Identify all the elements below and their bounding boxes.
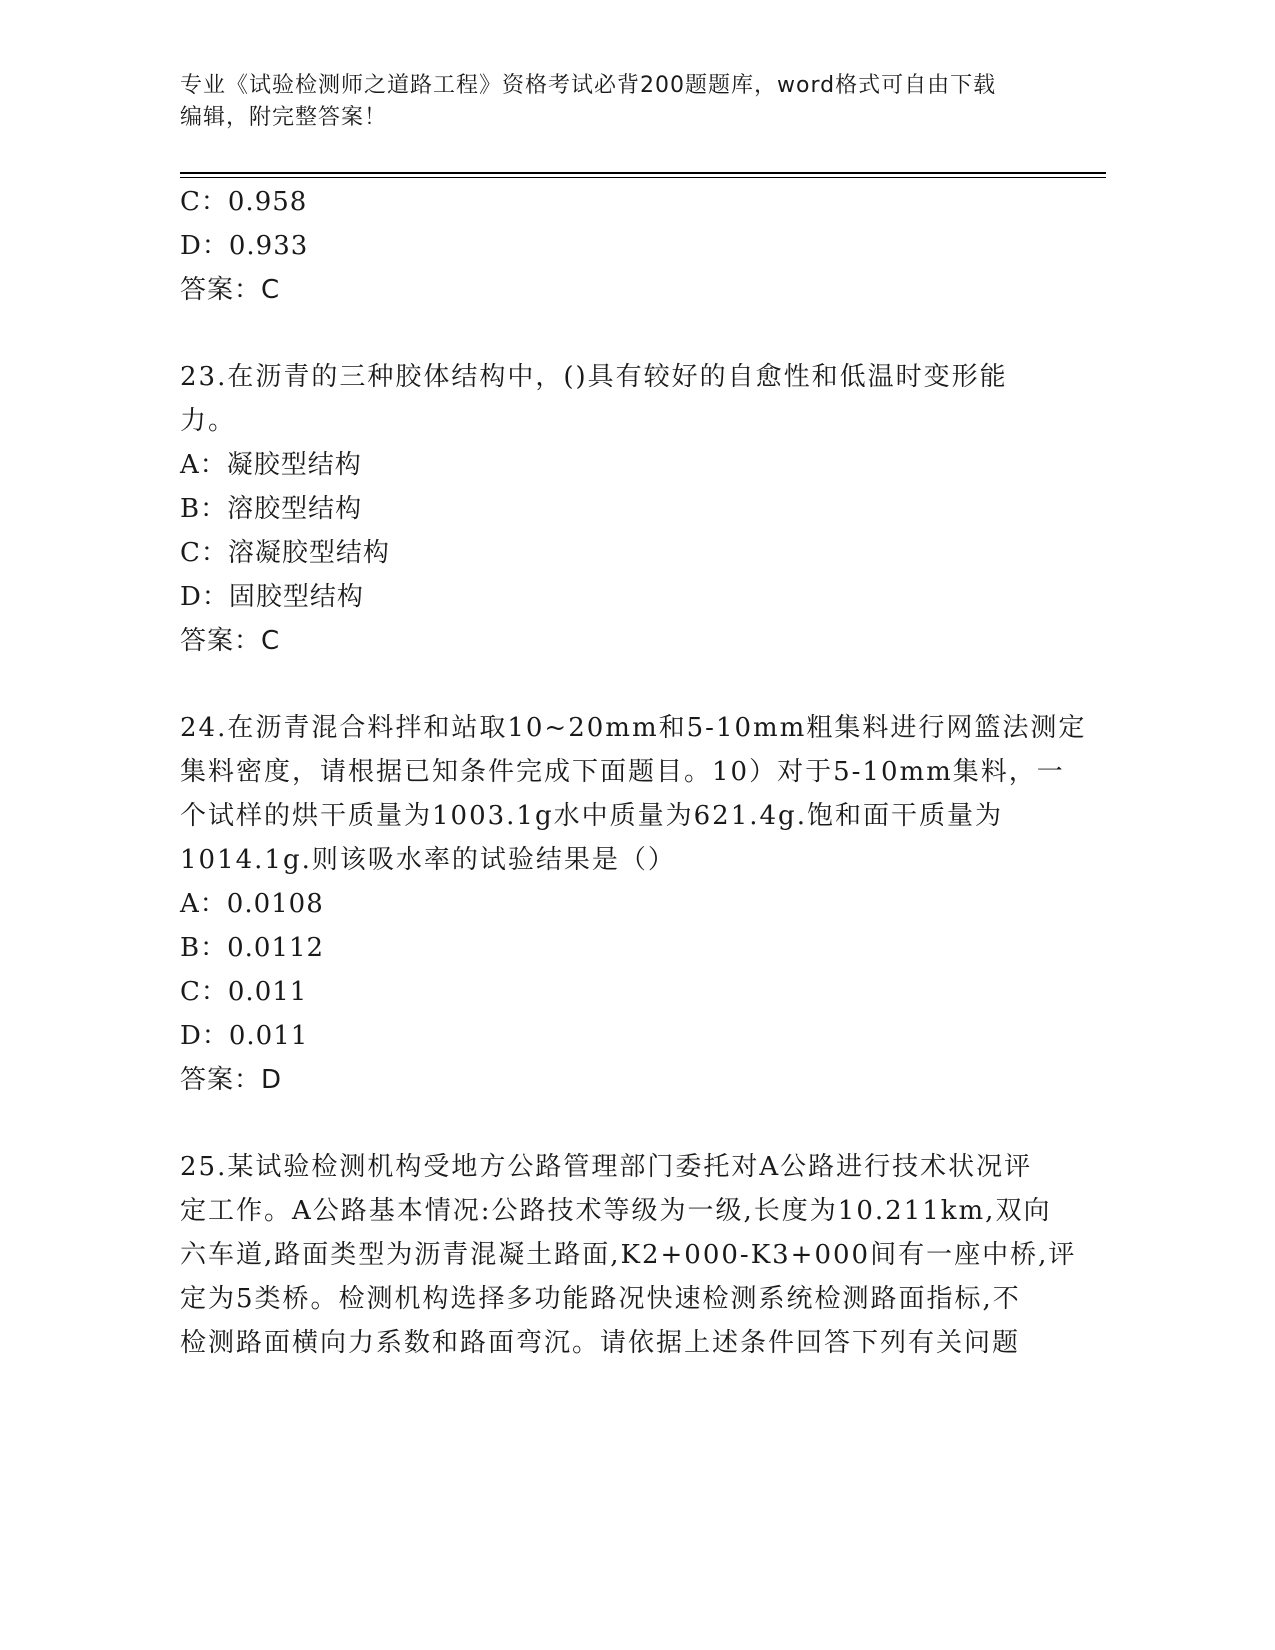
- header-rule-thin: [180, 177, 1106, 178]
- answer-line: 答案：D: [180, 1065, 283, 1095]
- question-24: [180, 706, 1087, 1102]
- question-25: [180, 1145, 1077, 1365]
- question-text-line: 1014.1g.则该吸水率的试验结果是（）: [180, 845, 676, 875]
- document-header: [180, 70, 1040, 134]
- option-b: B：0.0112: [180, 933, 325, 963]
- answer-line: 答案：C: [180, 626, 281, 656]
- option-d: D：固胶型结构: [180, 582, 364, 612]
- option-d: D：0.933: [180, 231, 309, 261]
- question-text-line: 集料密度，请根据已知条件完成下面题目。10）对于5-10mm集料，一: [180, 757, 1065, 787]
- question-text-line: 23.在沥青的三种胶体结构中，()具有较好的自愈性和低温时变形能: [180, 362, 1008, 392]
- option-c: C：0.011: [180, 977, 308, 1007]
- question-text-line: 25.某试验检测机构受地方公路管理部门委托对A公路进行技术状况评: [180, 1152, 1033, 1182]
- prev-question: [180, 180, 1040, 312]
- document-body: [180, 180, 1087, 1365]
- question-text-line: 检测路面横向力系数和路面弯沉。请依据上述条件回答下列有关问题: [180, 1328, 1021, 1358]
- question-text-line: 定工作。A公路基本情况:公路技术等级为一级,长度为10.211km,双向: [180, 1196, 1052, 1226]
- header-rule-thick: [180, 172, 1106, 174]
- question-text-line: 六车道,路面类型为沥青混凝土路面,K2+000-K3+000间有一座中桥,评: [180, 1240, 1077, 1270]
- header-line-1: 专业《试验检测师之道路工程》资格考试必背200题题库，word格式可自由下载: [180, 73, 997, 98]
- option-c: C：0.958: [180, 187, 308, 217]
- option-a: A：0.0108: [180, 889, 324, 919]
- question-text-line: 个试样的烘干质量为1003.1g水中质量为621.4g.饱和面干质量为: [180, 801, 1003, 831]
- option-a: A：凝胶型结构: [180, 450, 362, 480]
- header-line-2: 编辑，附完整答案！: [180, 105, 388, 130]
- question-text-line: 力。: [180, 406, 237, 436]
- option-c: C：溶凝胶型结构: [180, 538, 390, 568]
- answer-line: 答案：C: [180, 275, 281, 305]
- question-text-line: 24.在沥青混合料拌和站取10~20mm和5-10mm粗集料进行网篮法测定: [180, 713, 1087, 743]
- option-d: D：0.011: [180, 1021, 309, 1051]
- option-b: B：溶胶型结构: [180, 494, 363, 524]
- question-text-line: 定为5类桥。检测机构选择多功能路况快速检测系统检测路面指标,不: [180, 1284, 1021, 1314]
- question-23: [180, 355, 1040, 663]
